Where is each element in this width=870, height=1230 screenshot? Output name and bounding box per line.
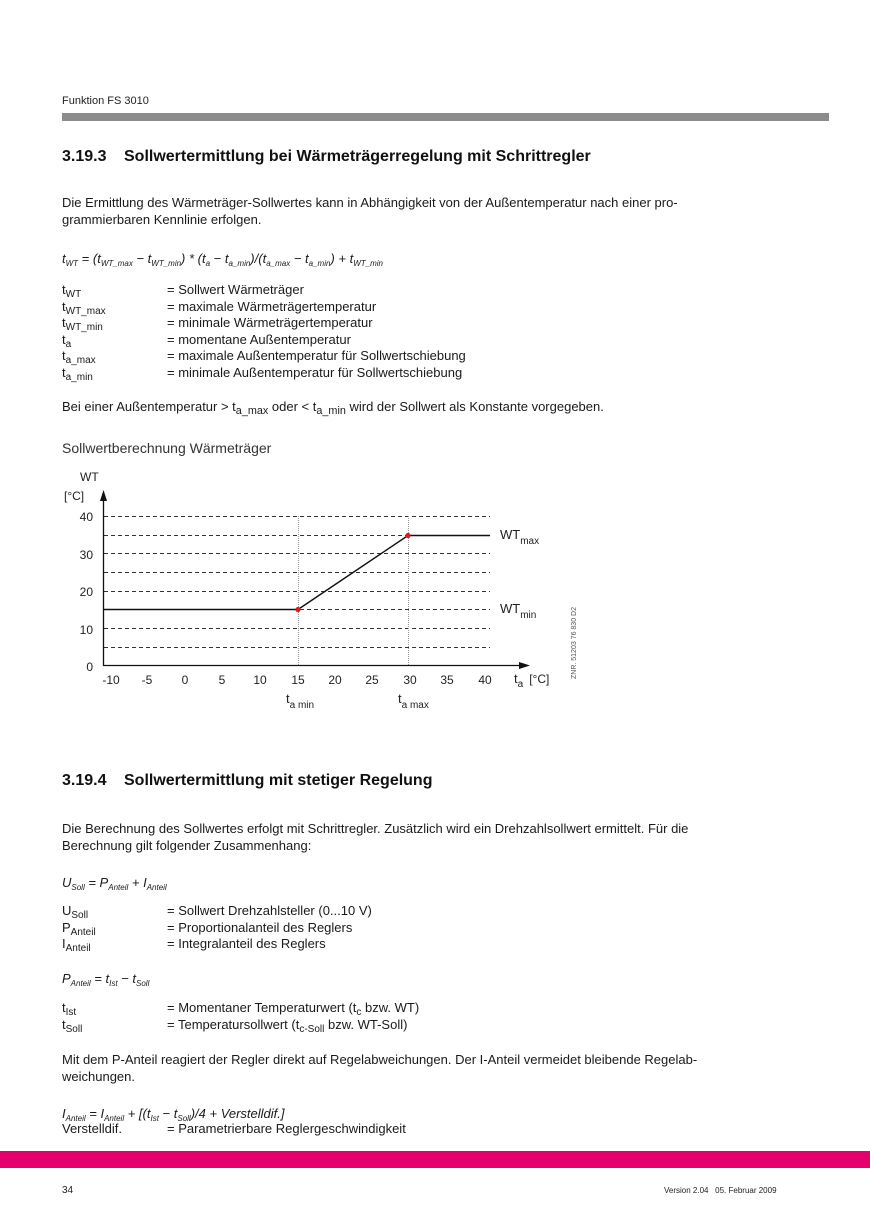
definition-list-1 [62, 282, 466, 381]
drawing-number: ZNR. 51203 76 830 D2 [571, 607, 578, 679]
x-axis-label: $t_a$ [°C] [514, 671, 550, 690]
definition-list-2 [62, 903, 372, 953]
definition-row: $I_{Anteil}$ = Integralanteil des Reglers [62, 936, 326, 954]
definition-row: Verstelldif. = Parametrierbare Reglergeschwindigkeit [62, 1121, 406, 1136]
svg-text:10: 10 [79, 623, 93, 637]
definition-row: $t_{Soll}$ = Temperatursollwert ($t_{c-Soll}$ bzw. WT-Soll) [62, 1016, 408, 1035]
svg-text:40: 40 [79, 510, 93, 524]
intro-line: Die Berechnung des Sollwertes erfolgt mit Schrittregler. Zusätzlich wird ein Drehzahlsollwert ermittelt. Für die [62, 821, 689, 836]
marker-lines [299, 516, 409, 665]
definition-row: $t_{WT\_max}$ = maximale Wärmeträgertemperatur [62, 298, 377, 317]
setpoint-chart [0, 460, 870, 730]
intro-line: grammierbaren Kennlinie erfolgen. [62, 212, 262, 227]
definition-row: $t_{WT\_min}$ = minimale Wärmeträgertemperatur [62, 315, 373, 333]
intro-line: Die Ermittlung des Wärmeträger-Sollwertes kann in Abhängigkeit von der Außentemperatur nach einer pro- [62, 195, 678, 210]
ta-min-label: $t_{a min}$ [286, 691, 315, 711]
p-i-paragraph [62, 1051, 802, 1085]
svg-text:30: 30 [79, 548, 93, 562]
constant-note: Bei einer Außentemperatur > $t_{a\_max}$ oder < $t_{a\_min}$ wird der Sollwert als Konstante vorgegeben. [62, 399, 604, 417]
formula-wt: $t_{WT} = (t_{WT\_max} - t_{WT\_min}) * (t_a - t_{a\_min})/(t_{a\_max} - t_{a\_min}) + t_{WT\_min}$ [62, 251, 383, 268]
definition-row: $t_{a\_max}$ = maximale Außentemperatur für Sollwertschiebung [62, 348, 466, 366]
definition-row: $P_{Anteil}$ = Proportionalanteil des Reglers [62, 919, 353, 938]
intro-line: Berechnung gilt folgender Zusammenhang: [62, 838, 312, 853]
header-rule [62, 113, 829, 121]
intro-paragraph-2 [62, 820, 802, 854]
definition-row: $t_{Ist}$ = Momentaner Temperaturwert ($t_c$ bzw. WT) [62, 1000, 420, 1018]
x-axis-arrow-icon [519, 662, 530, 669]
formula-usoll: $U_{Soll} = P_{Anteil} + I_{Anteil}$ [62, 875, 167, 892]
point-ta-min [295, 607, 300, 612]
definition-list-3 [62, 1000, 419, 1033]
definition-row: $t_{WT}$ = Sollwert Wärmeträger [62, 282, 304, 300]
section-heading-3-19-3 [62, 148, 591, 166]
paragraph-line: Mit dem P-Anteil reagiert der Regler direkt auf Regelabweichungen. Der I-Anteil vermeidet bleibende Regelab- [62, 1052, 698, 1067]
svg-text:40: 40 [478, 673, 492, 687]
section-number: 3.19.4 [62, 772, 107, 789]
svg-text:20: 20 [328, 673, 342, 687]
svg-text:15: 15 [291, 673, 305, 687]
formula-panteil: $P_{Anteil} = t_{Ist} - t_{Soll}$ [62, 971, 150, 988]
svg-text:10: 10 [253, 673, 267, 687]
formula-ianteil: $I_{Anteil} = I_{Anteil} + [(t_{Ist} - t_{Soll})/4$ + Verstelldif.] [62, 1106, 285, 1123]
y-axis-label: WT [80, 470, 99, 484]
definition-row: $t_{a\_min}$ = minimale Außentemperatur für Sollwertschiebung [62, 364, 463, 383]
svg-text:0: 0 [181, 673, 189, 687]
definition-row: $t_a$ = momentane Außentemperatur [62, 331, 351, 350]
wt-min-label: $WT_{min}$ [500, 601, 537, 621]
point-ta-max [405, 533, 410, 538]
section-heading-3-19-4 [62, 772, 432, 790]
version-info: Version 2.04 05. Februar 2009 [664, 1186, 777, 1195]
section-title: Sollwertermittlung bei Wärmeträgerregelung mit Schrittregler [124, 148, 591, 165]
svg-text:-10: -10 [102, 673, 120, 687]
svg-text:-5: -5 [141, 673, 153, 687]
intro-paragraph [62, 194, 802, 228]
section-title: Sollwertermittlung mit stetiger Regelung [124, 772, 433, 789]
definition-row: $U_{Soll}$ = Sollwert Drehzahlsteller (0...10 V) [62, 903, 372, 921]
x-tick-labels [102, 673, 492, 687]
definition-list-4 [62, 1121, 406, 1138]
y-axis-arrow-icon [100, 490, 107, 501]
running-header: Funktion FS 3010 [62, 95, 149, 107]
footer-bar [0, 1151, 870, 1168]
ta-max-label: $t_{a max}$ [398, 691, 429, 711]
paragraph-line: weichungen. [62, 1069, 135, 1084]
svg-text:35: 35 [440, 673, 454, 687]
svg-text:30: 30 [403, 673, 417, 687]
svg-text:5: 5 [218, 673, 226, 687]
svg-text:25: 25 [365, 673, 379, 687]
y-axis-unit: [°C] [64, 489, 85, 503]
page-number: 34 [62, 1185, 74, 1196]
svg-text:20: 20 [79, 585, 93, 599]
y-tick-labels [80, 510, 94, 674]
figure-title: Sollwertberechnung Wärmeträger [62, 440, 272, 456]
svg-text:0: 0 [86, 660, 93, 674]
wt-max-label: $WT_{max}$ [500, 527, 540, 547]
section-number: 3.19.3 [62, 148, 107, 165]
